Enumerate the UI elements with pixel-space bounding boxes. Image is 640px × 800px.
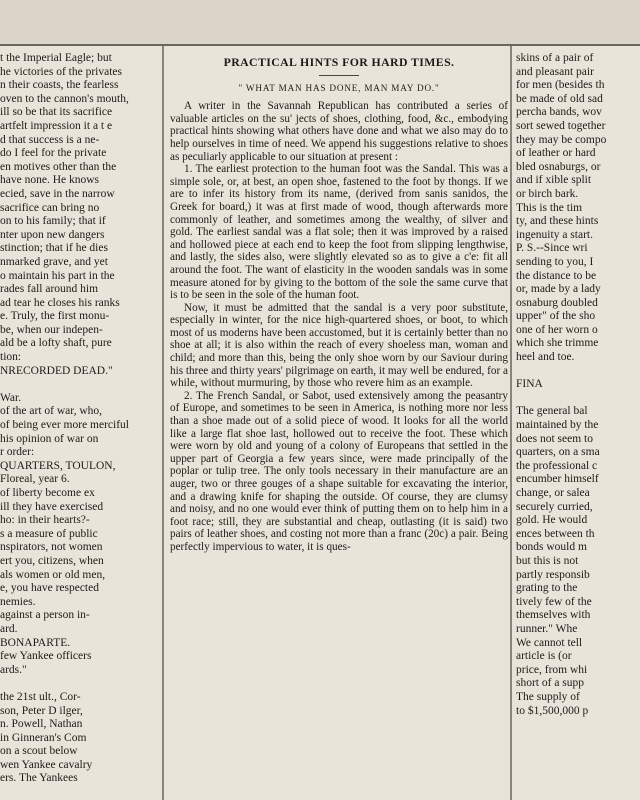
left-column-line: QUARTERS, TOULON,: [0, 459, 116, 472]
left-column-line: wen Yankee cavalry: [0, 758, 93, 771]
right-column-line: of leather or hard: [516, 147, 596, 160]
article-paragraph-1: A writer in the Savannah Republican has contributed a series of valuable articles on the su' jects of shoes, clothing, food, &c., embodying practical hints showing what others have done and what we also may do to help ourselves in time of need. We append his suggestions relative to shoes as peculiarly applicable to our situation at present :: [170, 100, 508, 163]
left-column-line: rades fall around him: [0, 283, 99, 296]
left-column-line: ecied, save in the narrow: [0, 187, 115, 200]
left-column-line: against a person in-: [0, 609, 90, 622]
left-column-line: on a scout below: [0, 745, 78, 758]
left-column-line: tion:: [0, 351, 22, 364]
left-column-line: ard.: [0, 622, 18, 635]
right-column-line: [516, 365, 640, 379]
left-column-line: stinction; that if he dies: [0, 242, 108, 255]
left-column-line: nspirators, not women: [0, 541, 103, 554]
right-column-line: ingenuity a start.: [516, 228, 593, 241]
left-column-line: ald be a lofty shaft, pure: [0, 337, 112, 350]
left-column-line: s a measure of public: [0, 527, 98, 540]
horizontal-column-rule: [0, 44, 640, 46]
left-column-line: ers. The Yankees: [0, 772, 78, 785]
right-column-line: for men (besides th: [516, 79, 605, 92]
right-column-line: ences between th: [516, 527, 595, 540]
right-column-line: This is the tim: [516, 201, 583, 214]
right-column-line: heel and toe.: [516, 351, 575, 364]
left-column-line: e, you have respected: [0, 582, 99, 595]
left-column-line: of liberty become ex: [0, 487, 95, 499]
right-column-line: skins of a pair of: [516, 52, 594, 64]
left-column-line: nemies.: [0, 595, 36, 608]
vertical-column-rule-left: [162, 46, 164, 800]
left-column-line: r order:: [0, 446, 35, 459]
left-column-line: nmarked grave, and yet: [0, 255, 108, 268]
left-column-line: e. Truly, the first monu-: [0, 310, 110, 323]
left-column-line: [0, 677, 158, 691]
right-column-line: or birch bark.: [516, 187, 579, 200]
left-column-line: ert you, citizens, when: [0, 554, 104, 567]
right-column-line: The general bal: [516, 405, 588, 418]
left-column-line: ad tear he closes his ranks: [0, 296, 120, 309]
right-column-line: gold. He would: [516, 514, 588, 527]
right-column-line: be made of old sad: [516, 92, 603, 105]
left-column-line: als women or old men,: [0, 568, 106, 581]
left-column-line: he victories of the privates: [0, 65, 122, 78]
right-column-line: and if xible split: [516, 174, 592, 187]
right-column-line: partly responsib: [516, 568, 590, 581]
right-column-line: the professional c: [516, 459, 598, 472]
left-column-line: be, when our indepen-: [0, 323, 103, 336]
right-column-line: but this is not: [516, 554, 579, 567]
left-column-line: on to his family; that if: [0, 215, 106, 228]
right-column-line: maintained by the: [516, 419, 599, 432]
right-column-line: they may be compo: [516, 133, 607, 146]
left-column-line: BONAPARTE.: [0, 636, 71, 649]
article-paragraph-2: 1. The earliest protection to the human foot was the Sandal. This was a simple sole, or, at best, an open shoe, fastened to the foot by thongs. If we are to infer its history from its name, (derived from sanis sanidos, the Greek for board,) it was at first made of wood, though afterwards more commonly of leather, and sometimes among the wealthy, of silver and gold. The earliest sandal was a flat sole; then it was improved by a raised and hollowed piece at each end to keep the foot from slipping lengthwise, and lastly, the sides also, were slightly elevated so as to give a c'e: fit all around the foot. The want of elasticity in the wooden sandals was in some measure atoned for by giving to the bottom of the sole the same curve that is to be seen in the sole of the human foot.: [170, 163, 508, 302]
right-column-line: or, made by a lady: [516, 283, 601, 296]
right-column-line: [516, 392, 640, 406]
left-column-line: n their coasts, the fearless: [0, 79, 119, 92]
left-column-line: NRECORDED DEAD.": [0, 364, 113, 377]
right-column-line: osnaburg doubled: [516, 296, 598, 309]
left-column-line: t the Imperial Eagle; but: [0, 52, 112, 64]
right-column-line: article is (or: [516, 650, 572, 663]
article-subtitle: " WHAT MAN HAS DONE, MAN MAY DO.": [238, 82, 440, 93]
article-title: PRACTICAL HINTS FOR HARD TIMES.: [223, 55, 455, 69]
right-column-line: which she trimme: [516, 337, 599, 350]
left-column-line: War.: [0, 391, 22, 404]
title-rule: [319, 75, 359, 76]
left-column-line: his opinion of war on: [0, 432, 99, 445]
right-column-line: the distance to be: [516, 269, 597, 282]
right-column-line: ty, and these hints: [516, 215, 599, 228]
left-column-line: o maintain his part in the: [0, 269, 115, 282]
page-top-margin: [0, 0, 640, 44]
right-column-line: quarters, on a sma: [516, 446, 600, 459]
left-column-line: ill they have exercised: [0, 500, 104, 513]
right-column-line: sending to you, I: [516, 255, 594, 268]
left-column-line: few Yankee officers: [0, 650, 92, 663]
right-column-line: themselves with: [516, 609, 591, 622]
left-column-line: son, Peter D ilger,: [0, 704, 83, 717]
right-column-line: and pleasant pair: [516, 65, 594, 78]
article-paragraph-4: 2. The French Sandal, or Sabot, used extensively among the peasantry of Europe, and sometimes to be seen in America, is nothing more nor less than a shoe made out of a solid piece of wood. It looks for all the world like a large flat shoe last, hollowed out to receive the foot. These which were worn by old and young of a colony of Europeans that settled in the upper part of Georgia a few years since, were made principally of the poplar or tulip tree. The only tools necessary in their manufacture are an auger, two or three gouges of a shape suitable for excavating the interior, and a drawing knife for shaping the outside. Of course, they are clumsy and noisy, and no one would ever think of putting them on to help him in a foot race; still, they are substantial and cheap, outlasting (it is said) two pairs of leather shoes, and costing not more than a franc (20c) a pair. Being perfectly impervious to water, it is ques-: [170, 389, 508, 553]
left-column-line: en motives other than the: [0, 160, 117, 173]
right-column-line: P. S.--Since wri: [516, 242, 588, 255]
right-column-line: does not seem to: [516, 432, 593, 445]
right-column-line: sort sewed together: [516, 119, 606, 132]
article-paragraph-3: Now, it must be admitted that the sandal is a very poor substitute, especially in winter, for the nice high-quartered shoes, or boot, to which most of us moderns have been accustomed, but it is certainly better than no shoe at all; it is also within the reach of every shoeless man, woman and child; and more than this, being the only shoe worn by our Saviour during his three and thirty years' pilgrimage on earth, it may well be endured, for a while, without murmuring, by those who revere him as an example.: [170, 301, 508, 390]
right-column-line: short of a supp: [516, 677, 585, 690]
right-column-line: tively few of the: [516, 595, 592, 608]
left-column-line: in Ginneran's Com: [0, 731, 87, 744]
right-column-line: bonds would m: [516, 541, 587, 554]
left-column-line: oven to the cannon's mouth,: [0, 92, 129, 105]
left-column-line: Floreal, year 6.: [0, 473, 70, 486]
right-column-line: The supply of: [516, 690, 580, 703]
left-column: [0, 52, 158, 786]
right-column-line: grating to the: [516, 582, 578, 595]
right-column-line: We cannot tell: [516, 636, 583, 649]
left-column-line: d that success is a ne-: [0, 133, 100, 146]
right-column-line: bled osnaburgs, or: [516, 160, 601, 173]
right-column-line: runner." Whe: [516, 622, 578, 635]
left-column-line: [0, 378, 158, 392]
right-column-line: percha bands, wov: [516, 106, 602, 119]
left-column-line: have none. He knows: [0, 174, 100, 187]
left-column-line: of the art of war, who,: [0, 405, 103, 418]
article-column: [170, 52, 508, 554]
right-column-line: change, or salea: [516, 487, 590, 499]
left-column-line: of being ever more merciful: [0, 419, 129, 432]
right-column-line: encumber himself: [516, 473, 599, 486]
left-column-line: the 21st ult., Cor-: [0, 690, 81, 703]
right-column-line: price, from whi: [516, 663, 588, 676]
vertical-column-rule-right: [510, 46, 512, 800]
right-column-line: one of her worn o: [516, 323, 598, 336]
left-column-line: ho: in their hearts?-: [0, 514, 90, 527]
right-column-line: securely curried,: [516, 500, 593, 513]
right-column: [516, 52, 640, 718]
right-column-line: to $1,500,000 p: [516, 704, 589, 717]
left-column-line: ill so be that its sacrifice: [0, 106, 113, 119]
left-column-line: ards.": [0, 663, 27, 676]
left-column-line: artfelt impression it a t e: [0, 119, 113, 132]
left-column-line: do I feel for the private: [0, 147, 107, 160]
left-column-line: n. Powell, Nathan: [0, 718, 83, 731]
left-column-line: nter upon new dangers: [0, 228, 105, 241]
right-column-line: FINA: [516, 378, 543, 391]
left-column-line: sacrifice can bring no: [0, 201, 100, 214]
right-column-line: upper" of the sho: [516, 310, 596, 323]
